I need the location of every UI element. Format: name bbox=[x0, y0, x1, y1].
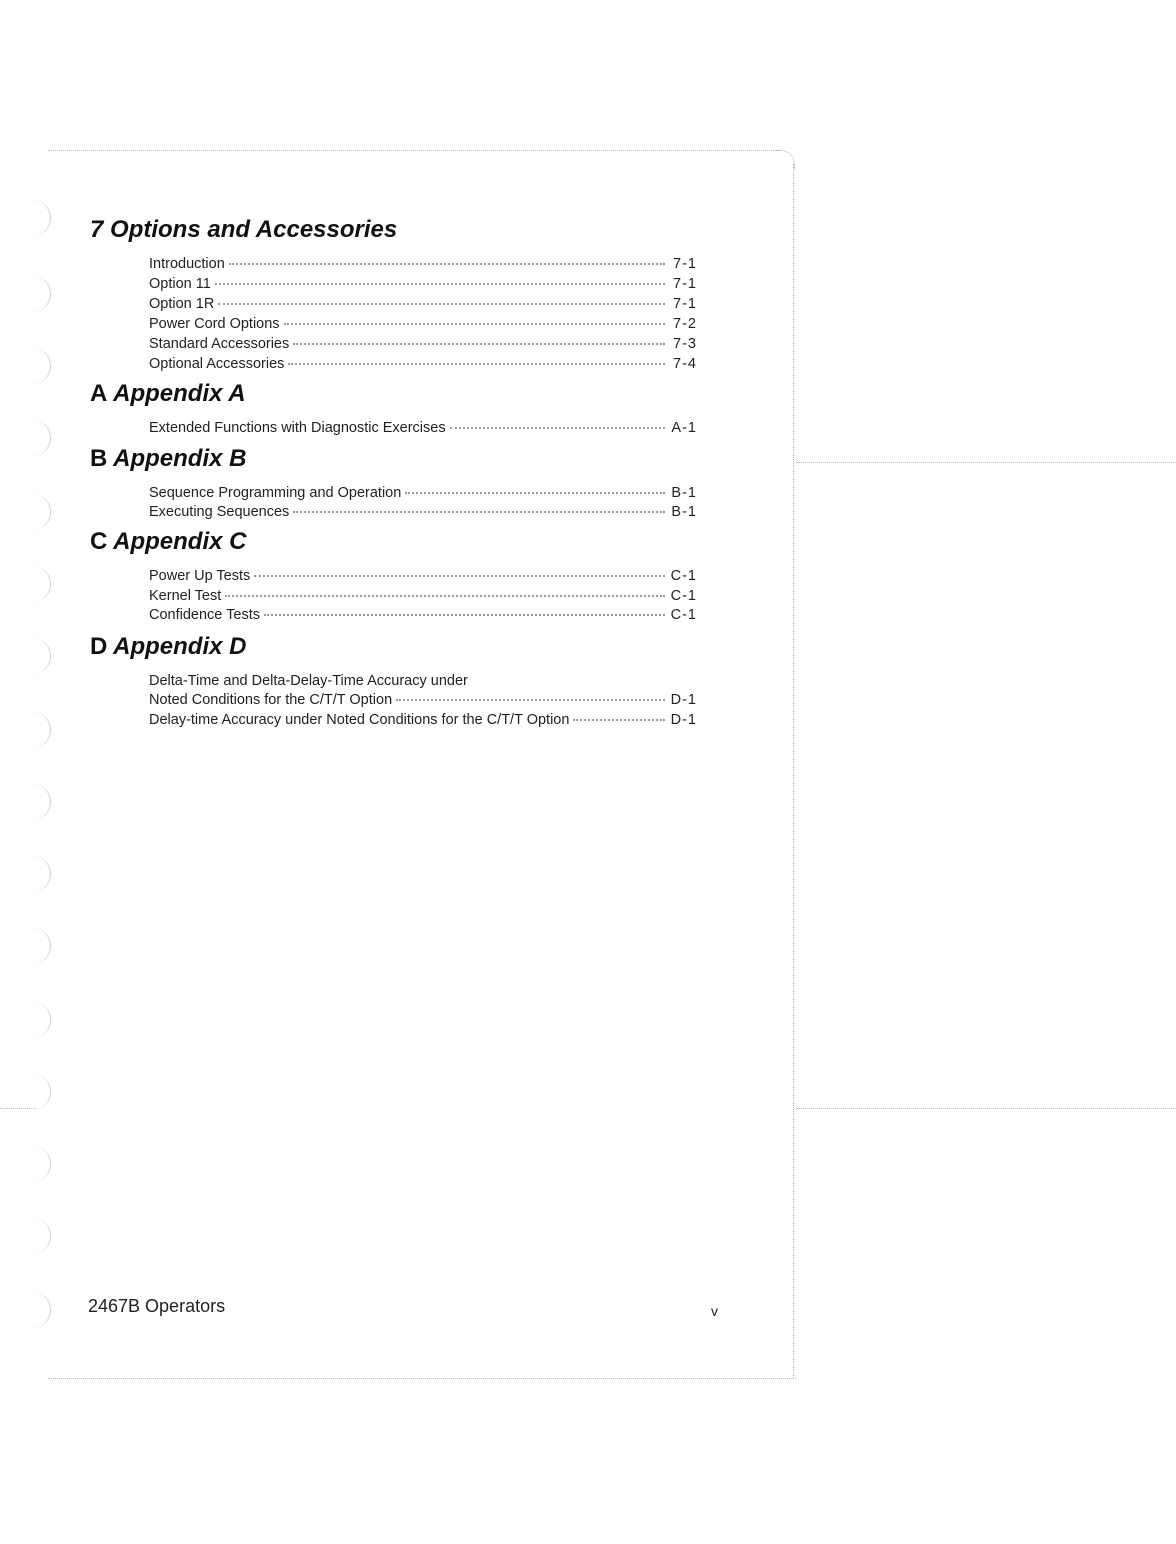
toc-entry[interactable] bbox=[149, 420, 697, 436]
toc-leader-dots bbox=[229, 263, 665, 265]
binder-hole bbox=[30, 1002, 51, 1038]
binder-hole bbox=[30, 276, 51, 312]
chapter-number: 7 bbox=[90, 216, 104, 243]
chapter-title: Appendix D bbox=[113, 633, 247, 660]
toc-leader-dots bbox=[264, 614, 665, 616]
toc-entry-page: 7-3 bbox=[673, 336, 697, 352]
toc-entry-label-line1[interactable]: Delta-Time and Delta-Delay-Time Accuracy under bbox=[149, 673, 468, 689]
chapter-heading bbox=[90, 528, 246, 556]
toc-entry-page: 7-2 bbox=[673, 316, 697, 332]
toc-entry-page: B-1 bbox=[671, 504, 697, 520]
binder-hole bbox=[30, 348, 51, 384]
binder-hole bbox=[30, 1074, 51, 1110]
toc-entry-page: A-1 bbox=[671, 420, 697, 436]
toc-entry[interactable] bbox=[149, 607, 697, 623]
chapter-title: Options and Accessories bbox=[110, 216, 398, 243]
toc-leader-dots bbox=[450, 427, 665, 429]
toc-entry-label: Sequence Programming and Operation bbox=[149, 485, 402, 501]
toc-entry-page: 7-4 bbox=[673, 356, 697, 372]
toc-entry[interactable] bbox=[149, 692, 697, 708]
chapter-heading bbox=[90, 633, 246, 661]
toc-leader-dots bbox=[573, 719, 665, 721]
toc-entry[interactable] bbox=[149, 256, 697, 272]
toc-entry-label: Delay-time Accuracy under Noted Conditions for the C/T/T Option bbox=[149, 712, 570, 728]
toc-leader-dots bbox=[284, 323, 665, 325]
toc-entry-label: Introduction bbox=[149, 256, 225, 272]
binder-hole bbox=[30, 1292, 51, 1328]
toc-entry-page: 7-1 bbox=[673, 296, 697, 312]
toc-entry-label: Confidence Tests bbox=[149, 607, 260, 623]
toc-entry[interactable] bbox=[149, 276, 697, 292]
toc-leader-dots bbox=[215, 283, 665, 285]
toc-entry-label: Power Cord Options bbox=[149, 316, 280, 332]
toc-entry[interactable] bbox=[149, 568, 697, 584]
toc-entry-page: D-1 bbox=[670, 692, 697, 708]
binder-hole bbox=[30, 494, 51, 530]
toc-entry[interactable] bbox=[149, 485, 697, 501]
toc-entry-label: Optional Accessories bbox=[149, 356, 285, 372]
binder-hole bbox=[30, 1218, 51, 1254]
chapter-title: Appendix C bbox=[113, 528, 247, 555]
binder-hole bbox=[30, 856, 51, 892]
toc-entry-label: Extended Functions with Diagnostic Exercises bbox=[149, 420, 446, 436]
adjacent-page-edge bbox=[796, 1108, 1176, 1109]
toc-leader-dots bbox=[293, 511, 665, 513]
toc-entry-label: Power Up Tests bbox=[149, 568, 251, 584]
toc-entry-page: C-1 bbox=[670, 588, 697, 604]
toc-entry-label: Noted Conditions for the C/T/T Option bbox=[149, 692, 393, 708]
toc-entry[interactable] bbox=[149, 504, 697, 520]
toc-entry[interactable] bbox=[149, 712, 697, 728]
toc-entry-page: 7-1 bbox=[673, 256, 697, 272]
binder-hole bbox=[30, 928, 51, 964]
toc-entry-page: C-1 bbox=[670, 607, 697, 623]
binder-hole bbox=[30, 420, 51, 456]
page-edge-right bbox=[793, 164, 794, 1378]
toc-entry-page: 7-1 bbox=[673, 276, 697, 292]
chapter-number: D bbox=[90, 633, 108, 660]
toc-leader-dots bbox=[293, 343, 665, 345]
toc-leader-dots bbox=[254, 575, 665, 577]
binder-hole bbox=[30, 566, 51, 602]
toc-leader-dots bbox=[288, 363, 665, 365]
toc-entry[interactable] bbox=[149, 336, 697, 352]
toc-entry[interactable] bbox=[149, 296, 697, 312]
toc-entry[interactable] bbox=[149, 316, 697, 332]
toc-leader-dots bbox=[225, 595, 665, 597]
toc-entry-label: Standard Accessories bbox=[149, 336, 290, 352]
toc-leader-dots bbox=[218, 303, 665, 305]
binder-hole bbox=[30, 200, 51, 236]
chapter-heading bbox=[90, 380, 246, 408]
page-edge-bottom bbox=[48, 1378, 796, 1379]
toc-entry-page: B-1 bbox=[671, 485, 697, 501]
chapter-heading bbox=[90, 445, 246, 473]
chapter-title: Appendix B bbox=[113, 445, 247, 472]
chapter-number: C bbox=[90, 528, 108, 555]
toc-leader-dots bbox=[396, 699, 665, 701]
toc-entry-page: D-1 bbox=[670, 712, 697, 728]
adjacent-page-edge bbox=[796, 462, 1176, 463]
binder-hole bbox=[30, 712, 51, 748]
chapter-number: A bbox=[90, 380, 108, 407]
toc-entry-label: Kernel Test bbox=[149, 588, 222, 604]
footer-page-number: v bbox=[711, 1303, 718, 1319]
binder-hole bbox=[30, 784, 51, 820]
toc-entry[interactable] bbox=[149, 588, 697, 604]
toc-entry-label: Option 11 bbox=[149, 276, 211, 292]
binder-hole bbox=[30, 1146, 51, 1182]
chapter-title: Appendix A bbox=[113, 380, 246, 407]
toc-entry-label: Executing Sequences bbox=[149, 504, 290, 520]
footer-document-title: 2467B Operators bbox=[88, 1296, 226, 1316]
toc-entry[interactable] bbox=[149, 356, 697, 372]
chapter-heading bbox=[90, 216, 397, 244]
toc-entry-page: C-1 bbox=[670, 568, 697, 584]
page-edge-top bbox=[48, 150, 780, 151]
toc-entry-label: Option 1R bbox=[149, 296, 215, 312]
binder-hole bbox=[30, 638, 51, 674]
toc-leader-dots bbox=[405, 492, 665, 494]
chapter-number: B bbox=[90, 445, 108, 472]
